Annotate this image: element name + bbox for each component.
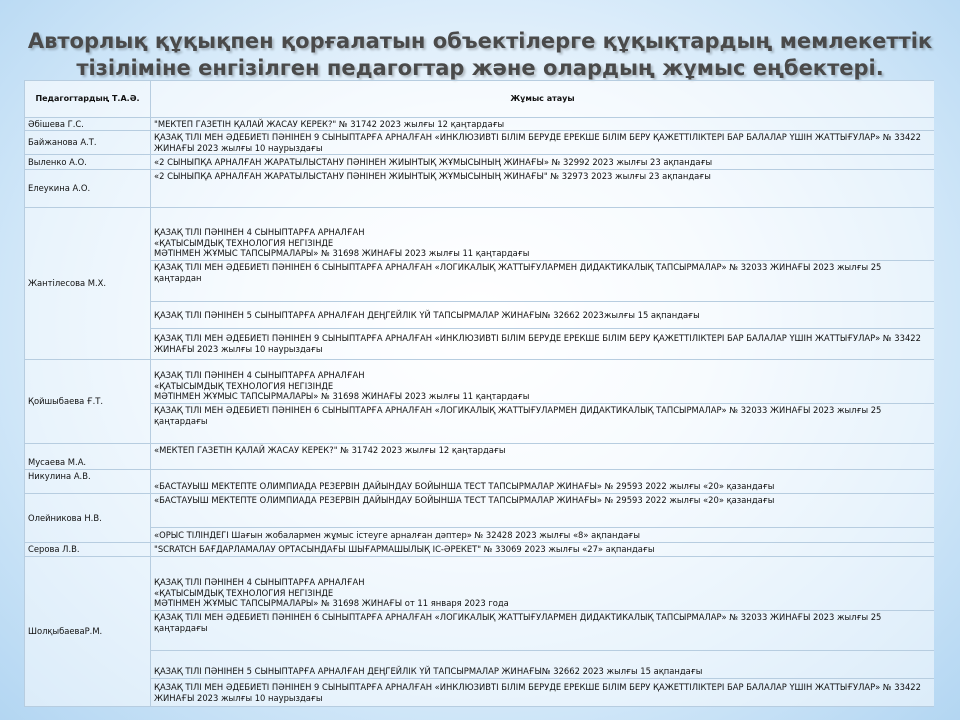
- work-title: «БАСТАУЫШ МЕКТЕПТЕ ОЛИМПИАДА РЕЗЕРВІН ДАЙЫНДАУ БОЙЫНША ТЕСТ ТАПСЫРМАЛАР ЖИНАҒЫ» № 29593 2022 жылғы «20» қазандағы: [151, 494, 935, 528]
- table-row: [25, 470, 935, 494]
- teacher-name: Қойшыбаева Ғ.Т.: [25, 360, 151, 444]
- table-row: [25, 131, 935, 155]
- work-title: ҚАЗАҚ ТІЛІ МЕН ӘДЕБИЕТІ ПӘНІНЕН 6 СЫНЫПТАРҒА АРНАЛҒАН «ЛОГИКАЛЫҚ ЖАТТЫҒУЛАРМЕН ДИДАКТИКАЛЫҚ ТАПСЫРМАЛАР» № 32033 ЖИНАҒЫ 2023 жылғы 25 қаңтардан: [151, 261, 935, 302]
- header-work-title: Жұмыс атауы: [151, 81, 935, 118]
- work-title: ҚАЗАҚ ТІЛІ МЕН ӘДЕБИЕТІ ПӘНІНЕН 6 СЫНЫПТАРҒА АРНАЛҒАН «ЛОГИКАЛЫҚ ЖАТТЫҒУЛАРМЕН ДИДАКТИКАЛЫҚ ТАПСЫРМАЛАР» № 32033 ЖИНАҒЫ 2023 жылғы 25 қаңтардағы: [151, 404, 935, 444]
- table-row: [25, 329, 935, 360]
- page-title: [0, 28, 960, 82]
- work-title: ҚАЗАҚ ТІЛІ ПӘНІНЕН 5 СЫНЫПТАРҒА АРНАЛҒАН ДЕҢГЕЙЛІК ҮЙ ТАПСЫРМАЛАР ЖИНАҒЫ№ 32662 2023 жылғы 15 ақпандағы: [151, 651, 935, 679]
- title-line-1: Авторлық құқықпен қорғалатын объектілерге құқықтардың мемлекеттік: [27, 29, 933, 53]
- table-row: [25, 118, 935, 131]
- work-title: «БАСТАУЫШ МЕКТЕПТЕ ОЛИМПИАДА РЕЗЕРВІН ДАЙЫНДАУ БОЙЫНША ТЕСТ ТАПСЫРМАЛАР ЖИНАҒЫ» № 29593 2022 жылғы «20» қазандағы: [151, 470, 935, 494]
- work-title: «2 СЫНЫПҚА АРНАЛҒАН ЖАРАТЫЛЫСТАНУ ПӘНІНЕН ЖИЫНТЫҚ ЖҰМЫСЫНЫҢ ЖИНАҒЫ" № 32973 2023 жылғы 23 ақпандағы: [151, 170, 935, 208]
- title-line-2: тізіліміне енгізілген педагогтар және олардың жұмыс еңбектері.: [76, 56, 884, 80]
- table-row: [25, 360, 935, 404]
- work-title: ҚАЗАҚ ТІЛІ МЕН ӘДЕБИЕТІ ПӘНІНЕН 9 СЫНЫПТАРҒА АРНАЛҒАН «ИНКЛЮЗИВТІ БІЛІМ БЕРУДЕ ЕРЕКШЕ БІЛІМ БЕРУ ҚАЖЕТТІЛІКТЕРІ БАР БАЛАЛАР ҮШІН ЖАТТЫҒУЛАР» № 33422 ЖИНАҒЫ 2023 жылғы 10 наурыздағы: [151, 679, 935, 707]
- teacher-name: Выленко А.О.: [25, 155, 151, 170]
- table-row: [25, 528, 935, 543]
- header-teacher-name: Педагогтардың Т.А.Ә.: [25, 81, 151, 118]
- work-title: ҚАЗАҚ ТІЛІ ПӘНІНЕН 4 СЫНЫПТАРҒА АРНАЛҒАН «ҚАТЫСЫМДЫҚ ТЕХНОЛОГИЯ НЕГІЗІНДЕ МӘТІНМЕН ЖҰМЫС ТАПСЫРМАЛАРЫ» № 31698 ЖИНАҒЫ 2023 жылғы 11 қаңтардағы: [151, 208, 935, 261]
- table-row: [25, 404, 935, 444]
- work-title: «ОРЫС ТІЛІНДЕГІ Шағын жобалармен жұмыс істеуге арналған дәптер» № 32428 2023 жылғы «8» ақпандағы: [151, 528, 935, 543]
- work-title: «2 СЫНЫПҚА АРНАЛҒАН ЖАРАТЫЛЫСТАНУ ПӘНІНЕН ЖИЫНТЫҚ ЖҰМЫСЫНЫҢ ЖИНАҒЫ» № 32992 2023 жылғы 23 ақпандағы: [151, 155, 935, 170]
- table-row: [25, 651, 935, 679]
- teacher-name: Серова Л.В.: [25, 543, 151, 557]
- table-row: [25, 155, 935, 170]
- teacher-name: Олейникова Н.В.: [25, 494, 151, 543]
- work-title: "МЕКТЕП ГАЗЕТІН ҚАЛАЙ ЖАСАУ КЕРЕК?" № 31742 2023 жылғы 12 қаңтардағы: [151, 118, 935, 131]
- work-title: ҚАЗАҚ ТІЛІ МЕН ӘДЕБИЕТІ ПӘНІНЕН 6 СЫНЫПТАРҒА АРНАЛҒАН «ЛОГИКАЛЫҚ ЖАТТЫҒУЛАРМЕН ДИДАКТИКАЛЫҚ ТАПСЫРМАЛАР» № 32033 ЖИНАҒЫ 2023 жылғы 25 қаңтардағы: [151, 611, 935, 651]
- table-row: [25, 261, 935, 302]
- table-row: [25, 494, 935, 528]
- teacher-name: Байжанова А.Т.: [25, 131, 151, 155]
- table-row: [25, 611, 935, 651]
- work-title: «МЕКТЕП ГАЗЕТІН ҚАЛАЙ ЖАСАУ КЕРЕК?" № 31742 2023 жылғы 12 қаңтардағы: [151, 444, 935, 470]
- table-header-row: [25, 81, 935, 118]
- teacher-name: Жантілесова М.Х.: [25, 208, 151, 360]
- teacher-name: ШолқыбаеваР.М.: [25, 557, 151, 707]
- work-title: "SCRATCH БАҒДАРЛАМАЛАУ ОРТАСЫНДАҒЫ ШЫҒАРМАШЫЛЫҚ ІС-ӘРЕКЕТ" № 33069 2023 жылғы «27» ақпандағы: [151, 543, 935, 557]
- work-title: ҚАЗАҚ ТІЛІ МЕН ӘДЕБИЕТІ ПӘНІНЕН 9 СЫНЫПТАРҒА АРНАЛҒАН «ИНКЛЮЗИВТІ БІЛІМ БЕРУДЕ ЕРЕКШЕ БІЛІМ БЕРУ ҚАЖЕТТІЛІКТЕРІ БАР БАЛАЛАР ҮШІН ЖАТТЫҒУЛАР» № 33422 ЖИНАҒЫ 2023 жылғы 10 наурыздағы: [151, 131, 935, 155]
- table-row: [25, 208, 935, 261]
- teacher-name: Әбішева Г.С.: [25, 118, 151, 131]
- registry-table: [24, 80, 934, 707]
- table-row: [25, 170, 935, 208]
- work-title: ҚАЗАҚ ТІЛІ МЕН ӘДЕБИЕТІ ПӘНІНЕН 9 СЫНЫПТАРҒА АРНАЛҒАН «ИНКЛЮЗИВТІ БІЛІМ БЕРУДЕ ЕРЕКШЕ БІЛІМ БЕРУ ҚАЖЕТТІЛІКТЕРІ БАР БАЛАЛАР ҮШІН ЖАТТЫҒУЛАР» № 33422 ЖИНАҒЫ 2023 жылғы 10 наурыздағы: [151, 329, 935, 360]
- work-title: ҚАЗАҚ ТІЛІ ПӘНІНЕН 4 СЫНЫПТАРҒА АРНАЛҒАН «ҚАТЫСЫМДЫҚ ТЕХНОЛОГИЯ НЕГІЗІНДЕ МӘТІНМЕН ЖҰМЫС ТАПСЫРМАЛАРЫ» № 31698 ЖИНАҒЫ 2023 жылғы 11 қаңтардағы: [151, 360, 935, 404]
- table-row: [25, 679, 935, 707]
- teacher-name: Елеукина А.О.: [25, 170, 151, 208]
- table-row: [25, 557, 935, 611]
- table-row: [25, 302, 935, 329]
- registry-table-container: [24, 80, 934, 720]
- table-row: [25, 444, 935, 470]
- work-title: ҚАЗАҚ ТІЛІ ПӘНІНЕН 5 СЫНЫПТАРҒА АРНАЛҒАН ДЕҢГЕЙЛІК ҮЙ ТАПСЫРМАЛАР ЖИНАҒЫ№ 32662 2023жылғы 15 ақпандағы: [151, 302, 935, 329]
- teacher-name: Мусаева М.А.: [25, 444, 151, 470]
- table-row: [25, 543, 935, 557]
- work-title: ҚАЗАҚ ТІЛІ ПӘНІНЕН 4 СЫНЫПТАРҒА АРНАЛҒАН «ҚАТЫСЫМДЫҚ ТЕХНОЛОГИЯ НЕГІЗІНДЕ МӘТІНМЕН ЖҰМЫС ТАПСЫРМАЛАРЫ» № 31698 ЖИНАҒЫ от 11 января 2023 года: [151, 557, 935, 611]
- teacher-name: Никулина А.В.: [25, 470, 151, 494]
